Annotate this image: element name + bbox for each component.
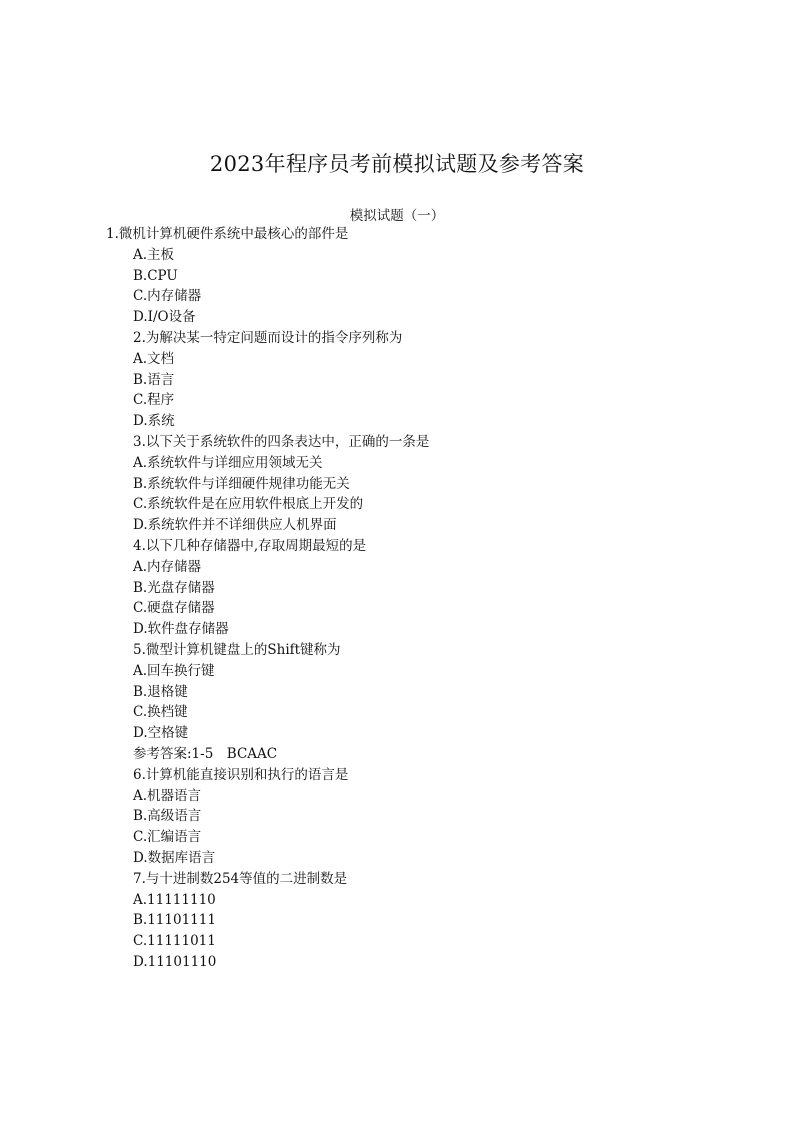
question-1: 1.微机计算机硬件系统中最核心的部件是 [106,226,349,242]
option-line: C.程序 [133,392,175,409]
option-line: B.语言 [133,371,175,388]
option-line: A.11111110 [133,891,216,908]
option-line: B.11101111 [133,912,216,929]
question-4: 4.以下几种存储器中,存取周期最短的是 [133,537,367,554]
option-line: D.数据库语言 [133,849,216,866]
option-line: C.系统软件是在应用软件根底上开发的 [133,496,364,513]
option-line: C.汇编语言 [133,829,202,846]
option-line: B.高级语言 [133,808,202,825]
option-line: A.文档 [133,350,175,367]
option-line: D.11101110 [133,953,217,970]
option-line: C.11111011 [133,933,216,950]
option-line: D.系统 [133,413,175,430]
question-6: 6.计算机能直接识别和执行的语言是 [133,766,349,783]
option-line: D.I/O设备 [133,309,196,326]
document-subtitle: 模拟试题（一） [349,208,445,224]
option-line: C.内存储器 [133,288,202,305]
question-list [0,224,794,973]
question-3: 3.以下关于系统软件的四条表达中，正确的一条是 [133,433,430,450]
option-line: A.回车换行键 [133,662,215,679]
option-line: B.系统软件与详细硬件规律功能无关 [133,475,350,492]
option-line: C.换档键 [133,704,188,721]
option-line: A.内存储器 [133,558,202,575]
question-5: 5.微型计算机键盘上的Shift键称为 [133,641,341,658]
option-line: A.机器语言 [133,787,202,804]
option-line: A.主板 [133,246,175,263]
document-title: 2023年程序员考前模拟试题及参考答案 [209,152,585,176]
question-7: 7.与十进制数254等值的二进制数是 [133,870,348,887]
option-line: B.退格键 [133,683,188,700]
question-2: 2.为解决某一特定问题而设计的指令序列称为 [133,329,403,346]
option-line: B.光盘存储器 [133,579,215,596]
option-line: D.系统软件并不详细供应人机界面 [133,517,337,534]
option-line: D.软件盘存储器 [133,621,229,638]
option-line: B.CPU [133,267,178,284]
option-line: C.硬盘存储器 [133,600,215,617]
option-line: A.系统软件与详细应用领域无关 [133,454,323,471]
answer-key: 参考答案:1-5 BCAAC [133,745,278,762]
option-line: D.空格键 [133,725,189,742]
